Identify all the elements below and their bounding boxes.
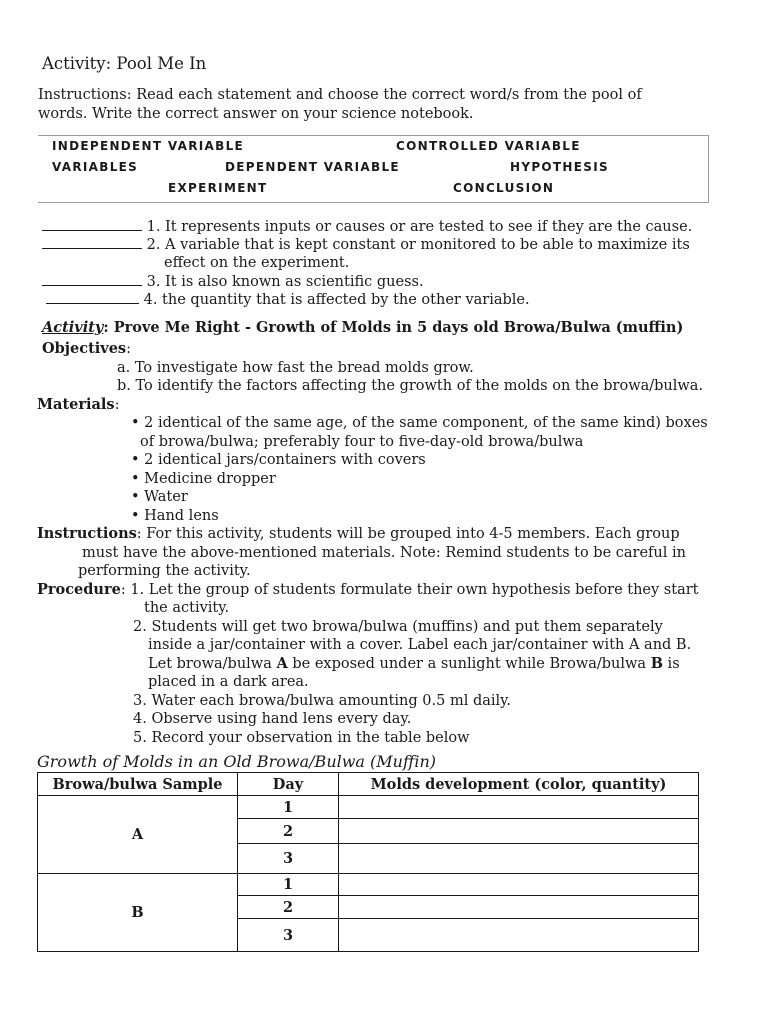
word-pool: [38, 135, 709, 203]
objectives-label: Objectives:: [42, 340, 131, 357]
procedure-line: the activity.: [144, 600, 230, 616]
statement: 4. the quantity that is affected by the other variable.: [46, 291, 530, 309]
page-title: Activity: Pool Me In: [42, 54, 207, 73]
observation-cell[interactable]: [339, 874, 699, 896]
table-caption: Growth of Molds in an Old Browa/Bulwa (Muffin): [37, 752, 436, 771]
pool-word: VARIABLES: [52, 160, 139, 174]
observation-cell[interactable]: [339, 919, 699, 952]
answer-blank[interactable]: [42, 218, 142, 231]
sample-cell: B: [38, 874, 238, 952]
day-cell: 1: [238, 874, 339, 896]
procedure-line: placed in a dark area.: [148, 674, 309, 690]
pool-word: CONTROLLED VARIABLE: [396, 139, 581, 153]
day-cell: 2: [238, 896, 339, 919]
procedure-line: Let browa/bulwa A be exposed under a sunlight while Browa/bulwa B is: [148, 655, 680, 672]
sample-cell: A: [38, 796, 238, 874]
header-molds: Molds development (color, quantity): [339, 773, 699, 796]
day-cell: 1: [238, 796, 339, 819]
procedure-line: 3. Water each browa/bulwa amounting 0.5 ml daily.: [133, 693, 512, 709]
procedure-line: 5. Record your observation in the table below: [133, 730, 470, 746]
material-item: of browa/bulwa; preferably four to five-day-old browa/bulwa: [140, 434, 584, 450]
pool-word: HYPOTHESIS: [510, 160, 609, 174]
observation-cell[interactable]: [339, 896, 699, 919]
table-row: [38, 796, 699, 819]
pool-word: EXPERIMENT: [168, 181, 268, 195]
day-cell: 3: [238, 919, 339, 952]
day-cell: 3: [238, 844, 339, 874]
statement: 3. It is also known as scientific guess.: [42, 273, 424, 291]
pool-word: DEPENDENT VARIABLE: [225, 160, 400, 174]
answer-blank[interactable]: [46, 291, 139, 304]
objective-item: a. To investigate how fast the bread molds grow.: [117, 360, 474, 376]
activity-heading: Activity: Prove Me Right - Growth of Molds in 5 days old Browa/Bulwa (muffin): [42, 319, 684, 336]
instructions-paragraph-line: must have the above-mentioned materials. Note: Remind students to be careful in: [82, 545, 686, 561]
instructions-text: Instructions: Read each statement and choose the correct word/s from the pool of words. Write the correct answer on your science notebook.: [38, 87, 642, 122]
observation-cell[interactable]: [339, 844, 699, 874]
table-header-row: [38, 773, 699, 796]
material-item: • 2 identical jars/containers with covers: [131, 452, 426, 468]
header-day: Day: [238, 773, 339, 796]
instructions-paragraph: Instructions: For this activity, students will be grouped into 4-5 members. Each group: [37, 525, 680, 542]
table-row: [38, 874, 699, 896]
pool-word: INDEPENDENT VARIABLE: [52, 139, 245, 153]
material-item: • Water: [131, 489, 188, 505]
materials-label: Materials:: [37, 396, 120, 413]
statement: 1. It represents inputs or causes or are tested to see if they are the cause.: [42, 218, 692, 236]
procedure-line: 2. Students will get two browa/bulwa (muffins) and put them separately: [133, 619, 663, 635]
header-sample: Browa/bulwa Sample: [38, 773, 238, 796]
statement-continued: effect on the experiment.: [164, 255, 350, 271]
instructions-paragraph-line: performing the activity.: [78, 563, 251, 579]
observation-table: [37, 772, 699, 952]
material-item: • Hand lens: [131, 508, 219, 524]
answer-blank[interactable]: [42, 236, 142, 249]
procedure-line: inside a jar/container with a cover. Label each jar/container with A and B.: [148, 637, 692, 653]
answer-blank[interactable]: [42, 273, 142, 286]
procedure-line: 4. Observe using hand lens every day.: [133, 711, 412, 727]
day-cell: 2: [238, 819, 339, 844]
pool-word: CONCLUSION: [453, 181, 555, 195]
material-item: • Medicine dropper: [131, 471, 276, 487]
observation-cell[interactable]: [339, 819, 699, 844]
procedure-heading: Procedure: 1. Let the group of students formulate their own hypothesis before they start: [37, 581, 699, 598]
objective-item: b. To identify the factors affecting the growth of the molds on the browa/bulwa.: [117, 378, 704, 394]
observation-cell[interactable]: [339, 796, 699, 819]
material-item: • 2 identical of the same age, of the same component, of the same kind) boxes: [131, 415, 708, 431]
statement: 2. A variable that is kept constant or monitored to be able to maximize its: [42, 236, 690, 254]
